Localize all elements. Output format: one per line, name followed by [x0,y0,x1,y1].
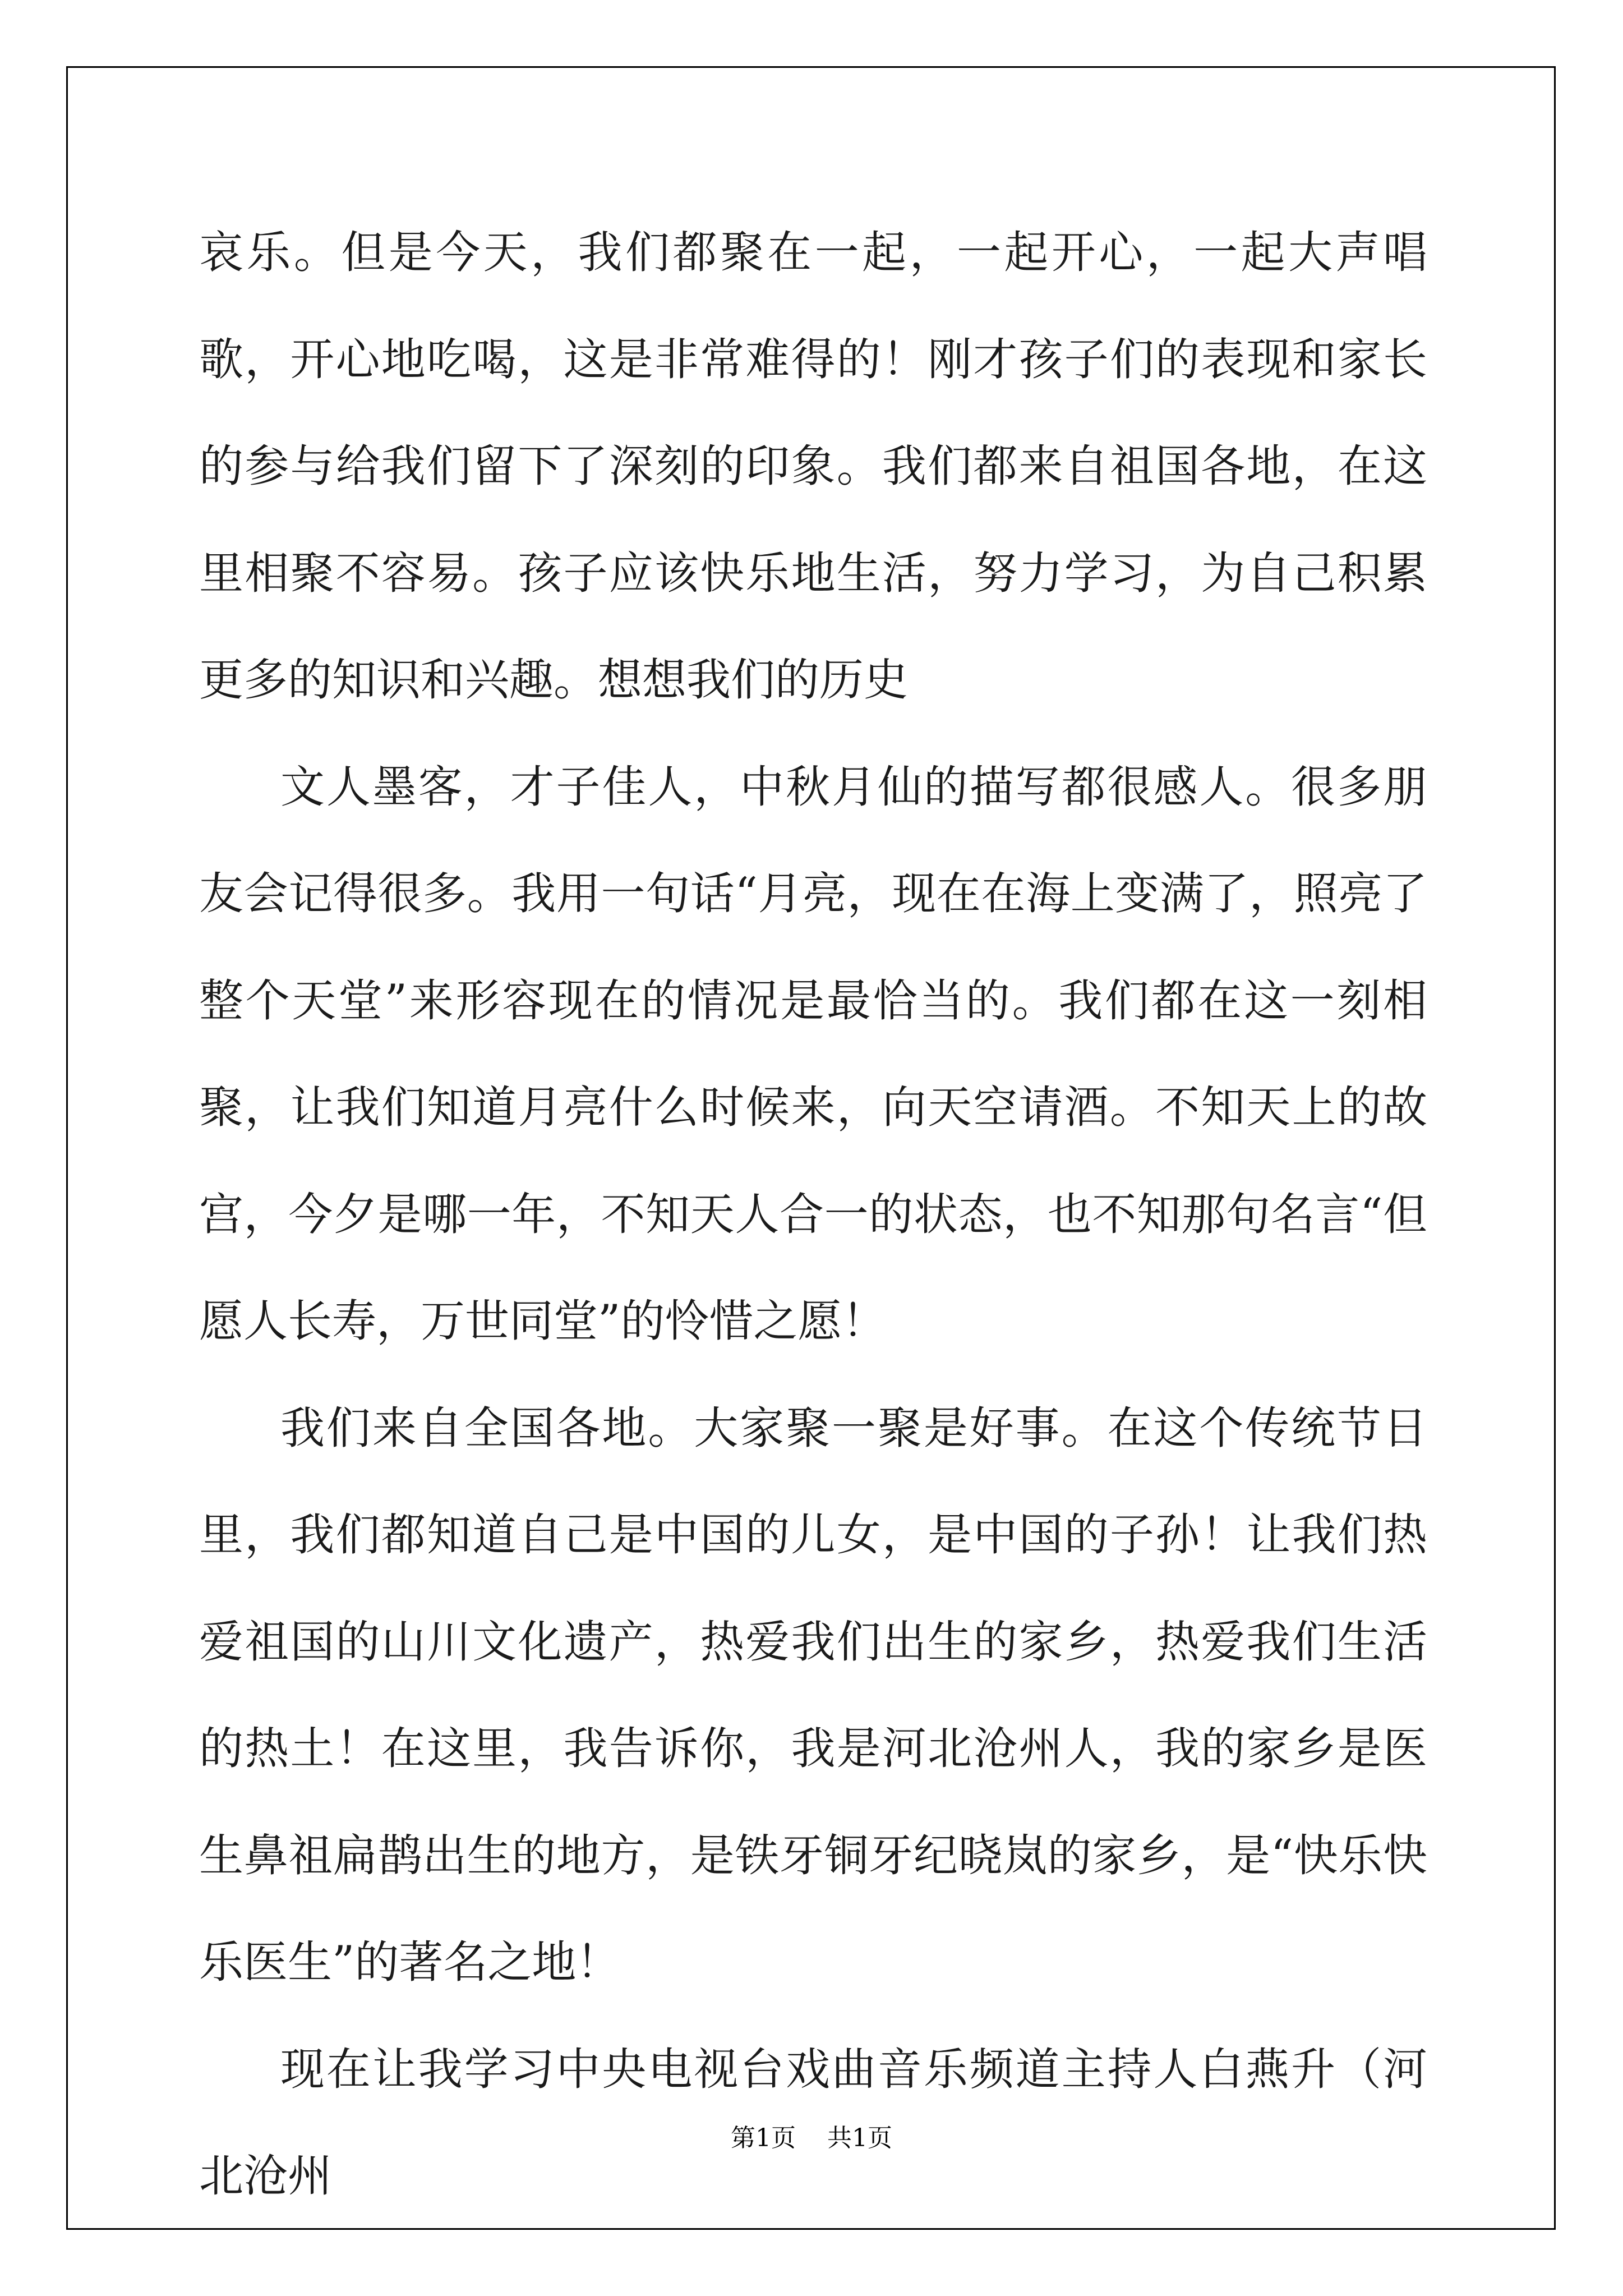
paragraph-2: 文人墨客，才子佳人，中秋月仙的描写都很感人。很多朋友会记得很多。我用一句话“月亮，现在在海上变满了，照亮了整个天堂”来形容现在的情况是最恰当的。我们都在这一刻相聚，让我们知道月亮什么时候来，向天空请酒。不知天上的故宫，今夕是哪一年，不知天人合一的状态，也不知那句名言“但愿人长寿，万世同堂”的怜惜之愿！ [199,761,1427,1347]
document-body [199,199,1427,2230]
paragraph-1: 哀乐。但是今天，我们都聚在一起，一起开心，一起大声唱歌，开心地吃喝，这是非常难得的！刚才孩子们的表现和家长的参与给我们留下了深刻的印象。我们都来自祖国各地，在这里相聚不容易。孩子应该快乐地生活，努力学习，为自己积累更多的知识和兴趣。想想我们的历史 [199,227,1427,706]
page-total: 共1页 [827,2124,892,2152]
paragraph-3: 我们来自全国各地。大家聚一聚是好事。在这个传统节日里，我们都知道自己是中国的儿女，是中国的子孙！让我们热爱祖国的山川文化遗产，热爱我们出生的家乡，热爱我们生活的热土！在这里，我告诉你，我是河北沧州人，我的家乡是医生鼻祖扁鹊出生的地方，是铁牙铜牙纪晓岚的家乡，是“快乐快乐医生”的著名之地！ [199,1402,1427,1988]
paragraph-4: 现在让我学习中央电视台戏曲音乐频道主持人白燕升（河北沧州 [199,2043,1427,2202]
page-number: 第1页 [731,2124,796,2152]
page-footer [0,2118,1623,2154]
